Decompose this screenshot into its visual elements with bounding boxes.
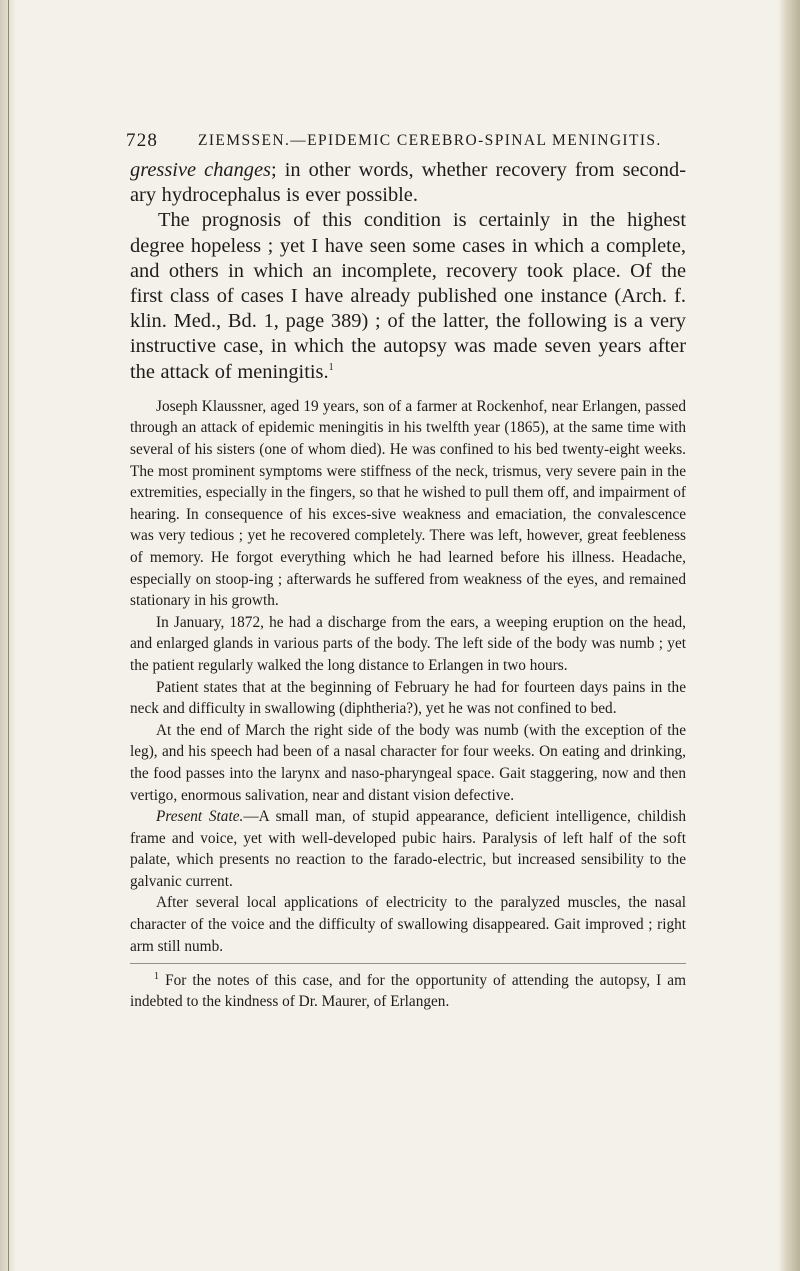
page-gutter-right: [778, 0, 800, 1271]
header-title: ZIEMSSEN.—EPIDEMIC CEREBRO-SPINAL MENINGITIS.: [198, 132, 662, 149]
book-page: [126, 130, 686, 1012]
footnote-text: For the notes of this case, and for the opportunity of attending the autopsy, I am indebted to the kindness of Dr. Maurer, of Erlangen.: [130, 972, 686, 1011]
case-paragraph-3: Patient states that at the beginning of February he had for fourteen days pains in the neck and difficulty in swallowing (diphtheria?), yet he was not confined to bed.: [130, 678, 686, 718]
present-state-heading: Present State.: [156, 808, 244, 826]
footnote-marker: 1: [154, 971, 159, 983]
main-paragraph-2: [130, 208, 686, 384]
page-number: 728: [126, 130, 159, 151]
main-text: [130, 158, 686, 385]
case-report: [130, 396, 686, 957]
footnote: [130, 970, 686, 1012]
main-paragraph-1: [130, 158, 686, 208]
case-paragraph-6: After several local applications of electricity to the paralyzed muscles, the nasal character of the voice and the difficulty of swallowing disappeared. Gait improved ; right arm still numb.: [130, 894, 686, 955]
binding-line: [8, 0, 9, 1271]
main-paragraph-2-text: The prognosis of this condition is certainly in the highest degree hopeless ; yet I have seen some cases in which a complete, and others in which an incomplete, recovery took place. Of the first class of cases I have already published one instance (Arch. f. klin. Med., Bd. 1, page 389) ; of the latter, the following is a very instructive case, in which the autopsy was made seven years after the attack of meningitis.: [130, 209, 686, 383]
running-head: [126, 130, 686, 158]
footnote-reference: 1: [328, 361, 334, 373]
case-paragraph-1: Joseph Klaussner, aged 19 years, son of a farmer at Rockenhof, near Erlangen, passed through an attack of epidemic meningitis in his twelfth year (1865), at the same time with several of his sisters (one of whom died). He was confined to his bed twenty-eight weeks. The most prominent symptoms were stiffness of the neck, trismus, very severe pain in the extremities, especially in the fingers, so that he wished to pull them off, and impairment of hearing. In consequence of his exces-sive weakness and emaciation, the convalescence was very tedious ; yet he recovered completely. There was left, however, great feebleness of memory. He forgot everything which he had learned before his illness. Headache, especially on stoop-ing ; afterwards he suffered from weakness of the eyes, and remained stationary in his growth.: [130, 397, 686, 610]
main-paragraph-1-text: ; in other words, whether recovery from second-ary hydrocephalus is ever possible.: [130, 159, 686, 207]
footnote-divider: [130, 963, 686, 964]
case-paragraph-5-text: —A small man, of stupid appearance, deficient intelligence, childish frame and voice, yet with well-developed pubic hairs. Paralysis of left half of the soft palate, which presents no reaction to the farado-electric, but increased sensibility to the galvanic current.: [130, 808, 686, 890]
case-paragraph-4: At the end of March the right side of the body was numb (with the exception of the leg), and his speech had been of a nasal character for four weeks. On eating and drinking, the food passes into the larynx and naso-pharyngeal space. Gait staggering, now and then vertigo, enormous salivation, near and distant vision defective.: [130, 721, 686, 804]
continued-italic-phrase: gressive changes: [130, 159, 271, 181]
case-paragraph-5: [130, 806, 686, 892]
case-paragraph-2: In January, 1872, he had a discharge from the ears, a weeping eruption on the head, and enlarged glands in various parts of the body. The left side of the body was numb ; yet the patient regularly walked the long distance to Erlangen in two hours.: [130, 613, 686, 674]
